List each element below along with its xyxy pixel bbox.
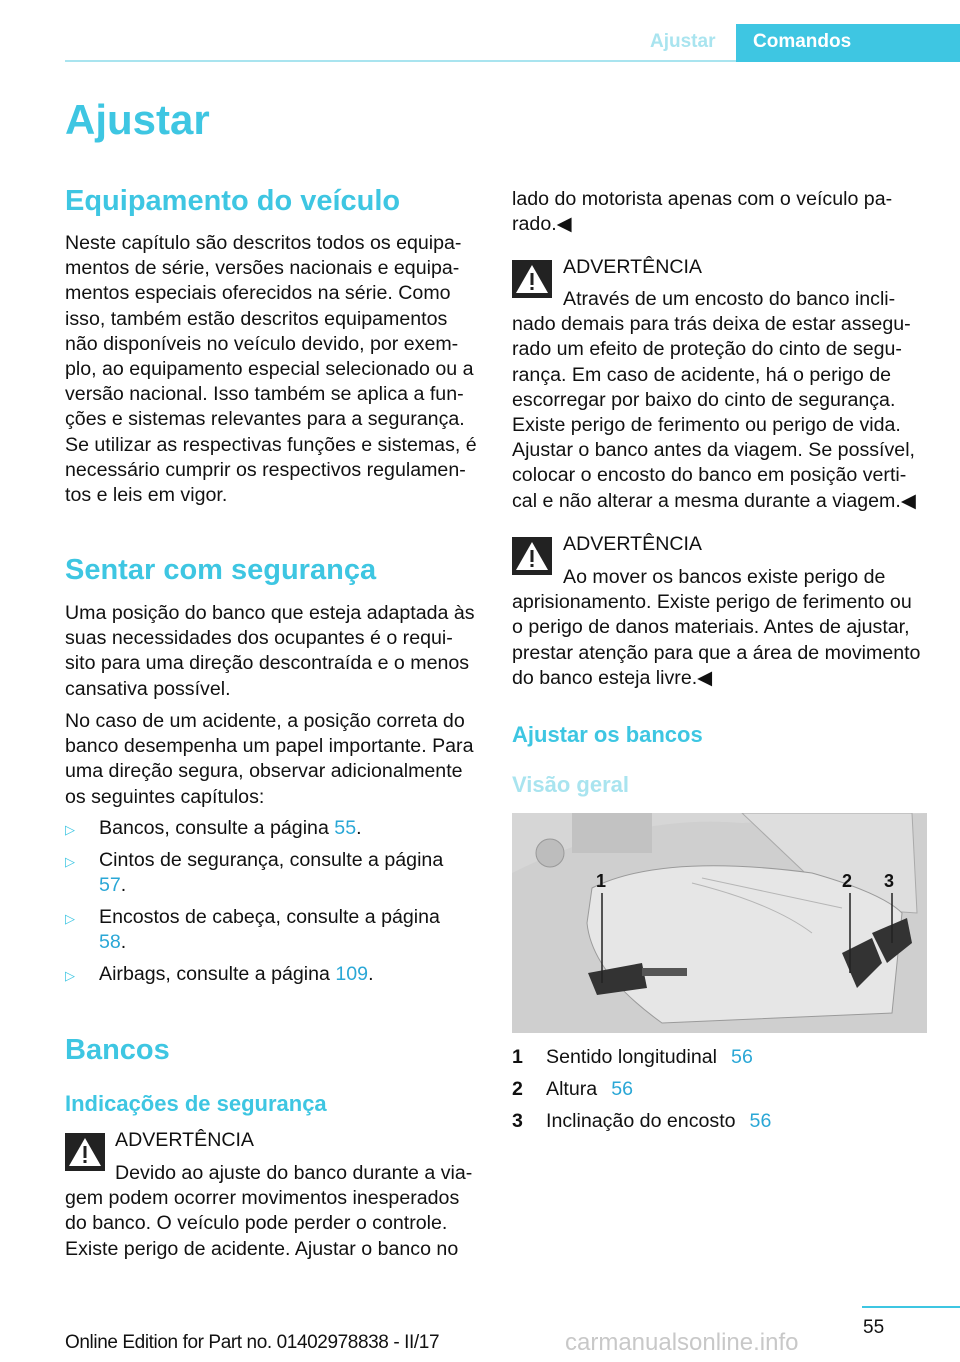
bullet-item: Encostos de cabeça, consulte a página 58.	[99, 906, 440, 954]
tab-ajustar[interactable]: Ajustar	[650, 31, 716, 52]
legend-text: Inclinação do encosto	[546, 1110, 736, 1132]
legend-number: 1	[512, 1046, 523, 1068]
footer-rule	[862, 1306, 960, 1308]
seat-image	[512, 813, 927, 1033]
bullet-text: Encostos de cabeça, consulte a página	[99, 906, 440, 928]
paragraph-sentar-1: Uma posição do banco que esteja adaptada às suas necessidades dos ocupantes é o requi- sito para uma direção descontraída e o menos cansativa possível.	[65, 602, 475, 700]
bullet-text: Airbags, consulte a página	[99, 963, 336, 985]
seat-illustration	[512, 813, 927, 1033]
bullet-text: Bancos, consulte a página	[99, 817, 335, 839]
image-label-3: 3	[884, 871, 895, 891]
bullet-text: Cintos de segurança, consulte a página	[99, 849, 444, 871]
footer-watermark: carmanualsonline.info	[565, 1329, 799, 1356]
heading-ajustar-bancos: Ajustar os bancos	[512, 722, 703, 747]
legend-text: Sentido longitudinal	[546, 1046, 718, 1068]
heading-indicacoes: Indicações de segurança	[65, 1091, 327, 1116]
warning-text: Através de um encosto do banco incli- nado demais para trás deixa de estar assegu- rado um efeito de proteção do cinto de segu- rança. Em caso de acidente, há o perigo de escorregar por baixo do cinto de segurança. Existe perigo de ferimento ou perigo de vida. Ajustar o banco antes da viagem. Se possível, colocar o encosto do banco em posição verti- cal e não alterar a mesma durante a viagem.◀	[512, 288, 916, 512]
tab-comandos[interactable]	[736, 24, 960, 62]
page-link[interactable]: 58	[99, 931, 121, 954]
legend-item	[512, 1045, 753, 1070]
warning-text: Devido ao ajuste do banco durante a via- gem podem ocorrer movimentos inesperados do banco. O veículo pode perder o controle. Existe perigo de acidente. Ajustar o banco no	[65, 1162, 473, 1260]
heading-equipamento: Equipamento do veículo	[65, 185, 401, 217]
page-link[interactable]: 109	[335, 963, 369, 985]
warning-text: Ao mover os bancos existe perigo de aprisionamento. Existe perigo de ferimento ou o perigo de danos materiais. Antes de ajustar, prestar atenção para que a área de movimento do banco esteja livre.◀	[512, 566, 921, 689]
page-link[interactable]: 56	[731, 1046, 753, 1068]
warning-label: ADVERTÊNCIA	[563, 533, 703, 555]
legend-number: 2	[512, 1078, 523, 1100]
warning-text-continued: lado do motorista apenas com o veículo pa- rado.◀	[512, 188, 893, 236]
page-link[interactable]: 56	[749, 1110, 772, 1132]
bullet-triangle-icon: ▷	[65, 854, 75, 869]
bullet-item: Airbags, consulte a página 109.	[99, 963, 374, 985]
paragraph-sentar-2: No caso de um acidente, a posição correta do banco desempenha um papel importante. Para uma direção segura, observar adicionalmente os seguintes capítulos:	[65, 710, 474, 808]
page-link[interactable]: 55	[334, 817, 357, 839]
bullet-triangle-icon: ▷	[65, 911, 75, 926]
header-rule	[65, 60, 736, 62]
legend-number: 3	[512, 1110, 523, 1132]
image-label-1: 1	[596, 871, 607, 891]
tab-comandos-label: Comandos	[753, 31, 852, 52]
warning-label: ADVERTÊNCIA	[563, 256, 703, 278]
heading-visao-geral: Visão geral	[512, 772, 629, 797]
image-label-2: 2	[842, 871, 853, 891]
heading-bancos: Bancos	[65, 1034, 170, 1066]
page-number: 55	[863, 1317, 885, 1338]
bullet-item: Cintos de segurança, consulte a página 57.	[99, 849, 444, 897]
heading-sentar: Sentar com segurança	[65, 554, 377, 586]
legend-item	[512, 1109, 771, 1134]
paragraph-equipamento: Neste capítulo são descritos todos os equipa- mentos de série, versões nacionais e equipa- mentos especiais oferecidos na série. Como isso, também estão descritos equipamentos não disponíveis no veículo devido, por exem- plo, ao equipamento especial selecionado ou a versão nacional. Isso também se aplica a fun- ções e sistemas relevantes para a segurança. Se utilizar as respectivas funções e sistemas, é necessário cumprir os respectivos regulamen- tos e leis em vigor.	[65, 232, 477, 507]
legend-text: Altura	[546, 1078, 598, 1100]
page-link[interactable]: 56	[611, 1078, 633, 1100]
bullet-triangle-icon: ▷	[65, 822, 75, 837]
legend-item	[512, 1077, 633, 1102]
bullet-item: Bancos, consulte a página 55.	[99, 817, 362, 839]
bullet-triangle-icon: ▷	[65, 968, 75, 983]
page-link[interactable]: 57	[99, 874, 121, 897]
page-title: Ajustar	[65, 96, 210, 143]
footer-edition: Online Edition for Part no. 01402978838 - II/17	[65, 1332, 440, 1353]
warning-label: ADVERTÊNCIA	[115, 1129, 255, 1151]
